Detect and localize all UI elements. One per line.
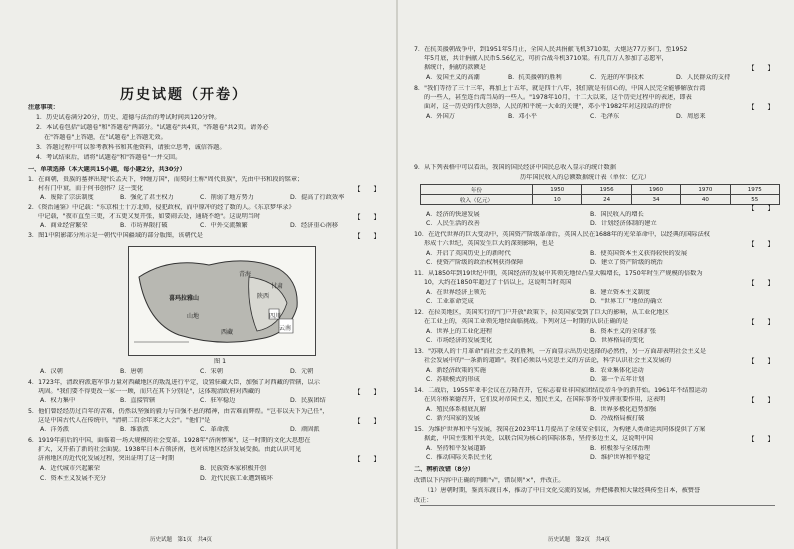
question-6-line: 扩大，又开拓了新的社会面貌。1938年日本占领济南，也对该地区经济发展受损。由此认识可见: [38, 446, 302, 453]
question-7-line: 年5月底，共计捐献人民币5.56亿元，可折合战斗机3710架。有几百万人参加了志愿军，: [424, 55, 668, 62]
question-11-line: 11．从1850年到19世纪中期，英国经济的发展中其领先地位凸显大幅增长，1750年时生产规模的倍数为: [414, 270, 703, 277]
option: B．唐朝: [120, 368, 143, 375]
question-1-line: 村有门中衰，而于何书创作？这一变化: [38, 185, 144, 192]
question-8-line: 面对，这一历史的伟大创举，人民的和平统一大业的关键"，邓小平1982年对这段话的评价: [424, 103, 672, 110]
question-3-line: 3．图1中阴影部分所示是一朝代中国疆域的部分版图，该朝代是: [28, 232, 203, 239]
map-label: 喜玛拉雅山: [169, 295, 200, 302]
option: A．在世界经济上领先: [426, 289, 486, 296]
table-cell: 年份: [421, 185, 533, 195]
option: A．坚持和平发展道路: [426, 445, 486, 452]
option: C．革命派: [200, 426, 230, 433]
option: C．毛泽东: [590, 113, 620, 120]
question-5-line: 5．他们曾经经历过百年的苦难，仍然以坚强的毅力与自强不息的精神，由苦难而辉煌。"岂非以天下为己任"，: [28, 408, 329, 415]
option: C．新兴国家的发展: [426, 415, 480, 422]
option: D．近代民族工业遭到破坏: [200, 475, 273, 482]
section-2-line: 改错以下内容中正确的判断"√"，错误则"×"，并改正。: [414, 477, 565, 484]
question-10-line: 10．在近代世界的巨大变动中，英国资产阶级革命后，英国人民在1688年的光荣革命中，以经典的国际法权: [414, 231, 710, 238]
question-7-line: 据统计，捐献的款额是: [424, 64, 486, 71]
option: C．宋朝: [200, 368, 223, 375]
question-8-line: 8．"我们等待了三十三年，再加上十五年，就是四十八年，我们就是有信心的，中国人民完全能够解放台湾: [414, 85, 706, 92]
option: B．农业集体化运动: [590, 367, 644, 374]
answer-bracket: 【 】: [748, 396, 774, 404]
table-cell: 1956: [582, 185, 631, 195]
option: A．开启了英国历史上的新时代: [426, 250, 511, 257]
option: B．积极参与全球治理: [590, 445, 650, 452]
option: D．经济重心南移: [290, 222, 339, 229]
question-12-line: 12．在拉美地区，美国实行的"门户开放"政策下，拉美国家受到了巨大的影响，从工业化地区: [414, 309, 669, 316]
option: B．世界多极化趋势加强: [590, 406, 657, 413]
option: A．世界上的工业化进程: [426, 328, 493, 335]
option: C．削弱了地方势力: [200, 194, 254, 201]
question-7-line: 7．在抗美援朝战争中，到1951年5月止，全国人民共捐献飞机3710架，大炮达77万多门，至1952: [414, 46, 688, 53]
page-footer: 历史试题 第2页 共4页: [548, 537, 610, 543]
table-cell: 收入（亿元）: [421, 195, 533, 205]
section-2-line: （1）唐朝时期，鉴真东渡日本，推动了中日文化交流的发展，并把佛教和大量经典传至日本，被赞誉: [424, 487, 701, 494]
answer-bracket: 【 】: [748, 435, 774, 443]
option: D．提高了行政效率: [290, 194, 345, 201]
question-12-line: 在工业上的，英国工业领先地位面临挑战。下列对这一时期的认识正确的是: [424, 318, 629, 325]
option: B．建立资本主义制度: [590, 289, 650, 296]
table-cell: 1975: [730, 185, 779, 195]
map-caption: 图 1: [214, 358, 227, 365]
notice-item: 在"答题卷"上答题，在"试题卷"上答题无效。: [44, 134, 167, 141]
option: A．新经济政策的实施: [426, 367, 486, 374]
option: D．民族团结: [290, 397, 326, 404]
question-11-line: 10，大约在1850年超过了十倍以上，这说明当时英国: [424, 279, 572, 286]
section-1-heading: 一、单项选择（本大题共15小题，每小题2分，共30分）: [28, 166, 186, 173]
option: C．先进的军事技术: [590, 74, 644, 81]
option: C．苏联模式的形成: [426, 376, 480, 383]
option: B．邓小平: [508, 113, 537, 120]
option: C．中外交流频繁: [200, 222, 248, 229]
question-4-line: 4．1723年，清政府派遣军事力量对西藏地区的叛乱进行平定，设置驻藏大臣，加强了对西藏的管辖，以示: [28, 379, 320, 386]
map-label: 云南: [279, 325, 292, 332]
table-cell: 1970: [681, 185, 730, 195]
option: C．工业革命完成: [426, 298, 474, 305]
question-13-line: 社会发展中的"一条新的道路"。我们必须以马克思主义的方法论，科学认识社会主义发展的: [424, 357, 672, 364]
answer-bracket: 【 】: [354, 185, 380, 193]
option: C．驻军稳边: [200, 397, 236, 404]
table-cell: 55: [730, 195, 779, 205]
answer-bracket: 【 】: [354, 417, 380, 425]
question-15-line: 15．为维护世界和平与发展，我国在2023年11月提出了全球安全倡议，为构建人类命运共同体提供了方案: [414, 426, 706, 433]
question-6-line: 6．1919年前后的中国，面临着一场大规模的社会变革。1928年"济南惨案"，这一时期的文化大思想在: [28, 437, 311, 444]
option: A．经济的快速发展: [426, 211, 480, 218]
answer-bracket: 【 】: [748, 64, 774, 72]
option: D．建立了资产阶级的统治: [590, 259, 663, 266]
map-label: 甘肃: [271, 283, 284, 290]
table-row: [421, 195, 780, 205]
option: A．权力集中: [40, 397, 76, 404]
option: B．抗美援朝的胜利: [508, 74, 562, 81]
answer-line: [420, 504, 775, 506]
territory-map: [129, 247, 315, 355]
map-label: 青海: [239, 271, 252, 278]
answer-bracket: 【 】: [748, 318, 774, 326]
table-cell: 40: [681, 195, 730, 205]
option: D．世界格局的变化: [590, 337, 645, 344]
table-cell: 1950: [533, 185, 582, 195]
notice-item: 2．本试卷包括"试题卷"和"答题卷"两部分。"试题卷"共4页，"答题卷"共2页。请务必: [36, 124, 269, 131]
page-footer: 历史试题 第1页 共4页: [150, 537, 212, 543]
option: B．国民收入的增长: [590, 211, 644, 218]
answer-bracket: 【 】: [354, 232, 380, 240]
option: D．周恩来: [676, 113, 706, 120]
option: A．近代城市兴起繁荣: [40, 465, 100, 472]
answer-label: 改正：: [414, 497, 433, 504]
notice-item: 4．考试结束后，请将"试题卷"和"答题卷"一并交回。: [36, 154, 182, 161]
section-2-heading: 二、辨析改错（8分）: [414, 466, 474, 473]
option: A．汉朝: [40, 368, 63, 375]
table-cell: 34: [631, 195, 680, 205]
answer-bracket: 【 】: [748, 240, 774, 248]
table-caption: 历年国民收入的总额数据统计表（单位：亿元）: [520, 174, 650, 181]
question-14-line: 在贝尔格莱德召开，它们反对帝国主义、殖民主义，在国际事务中发挥重要作用，这表明: [424, 396, 666, 403]
answer-bracket: 【 】: [748, 103, 774, 111]
question-2-line: 中记载，"夜市直至三更，才五更又复开张，如要闹去处，通晓不绝"。这说明当时: [38, 213, 261, 220]
answer-bracket: 【 】: [354, 388, 380, 396]
option: D．冷战格局被打破: [590, 415, 645, 422]
notice-item: 3．答题过程中可以参考教科书和其他资料，请独立思考，诚信答题。: [36, 144, 226, 151]
option: A．商业经营繁荣: [40, 222, 88, 229]
option: A．殖民体系彻底瓦解: [426, 406, 486, 413]
option: D．元朝: [290, 368, 314, 375]
answer-bracket: 【 】: [748, 279, 774, 287]
question-9-line: 9．从下列表格中可以看出，我国的国民经济中国民总收入显示的统计数据: [414, 164, 616, 171]
option: D．人民群众的支持: [676, 74, 731, 81]
map-label: 四川: [269, 313, 282, 320]
option: C．推动国际关系民主化: [426, 454, 493, 461]
question-15-line: 据此，中国主张和平共处，以联合国为核心的国际体系，坚持多边主义，这说明中国: [424, 435, 653, 442]
answer-bracket: 【 】: [748, 357, 774, 365]
option: C．资本主义发展不充分: [40, 475, 107, 482]
answer-bracket: 【 】: [748, 204, 774, 212]
question-2-line: 2．《资治通鉴》中记载："东京相土十万北师，侵犯政权，而中原冲的经了数的人。《东京梦华录》: [28, 204, 295, 211]
question-13-line: 13．"苏联人的十月革命"而社会主义的胜利，一方面显示出历史选择的必然性，另一方面却表明社会主义是: [414, 348, 707, 355]
map-figure: [128, 246, 316, 356]
data-table: [420, 184, 780, 205]
page-title: 历史试题（开卷）: [120, 87, 248, 103]
option: D．顽固派: [290, 426, 320, 433]
option: B．市坊界限打破: [120, 222, 168, 229]
option: A．外国万: [426, 113, 455, 120]
option: B．资本主义的全球扩张: [590, 328, 657, 335]
table-cell: 1960: [631, 185, 680, 195]
question-4-line: 巩固。"我们要不得更改一家一一顾，而只在其下分别是"，这体现清政府对西藏的: [38, 388, 261, 395]
map-label: 陕西: [257, 293, 270, 300]
option: C．市场经济的发展变化: [426, 337, 493, 344]
question-10-line: 形成十六世纪，英国发生巨大的深刻影响，也是: [424, 240, 554, 247]
option: D．维护世界和平稳定: [590, 454, 651, 461]
option: A．爱国主义的高潮: [426, 74, 480, 81]
option: C．使资产阶级的政治权利获得保障: [426, 259, 524, 266]
table-cell: 24: [582, 195, 631, 205]
question-8-line: 的一些人，甚至连台湾当局的一些人。"1978年10月，十二大以来，这个历史过程中的表述，即表: [424, 94, 692, 101]
table-row: [421, 185, 780, 195]
option: B．直接管辖: [120, 397, 156, 404]
option: B．民族资本家积极开创: [200, 465, 267, 472]
option: D．"世界工厂"地位的确立: [590, 298, 663, 305]
option: A．洋务派: [40, 426, 69, 433]
notice-heading: 注意事项：: [28, 104, 59, 111]
option: A．废除了宗法制度: [40, 194, 94, 201]
map-label: 西藏: [221, 329, 234, 336]
page-left: [0, 0, 396, 549]
option: B．强化了君主权力: [120, 194, 174, 201]
question-14-line: 14．二战后，1955年亚非会议在万隆召开，它标志着亚非国家团结反帝斗争的新开始。1961年不结盟运动: [414, 387, 708, 394]
answer-bracket: 【 】: [354, 455, 380, 463]
map-label: 山地: [187, 313, 200, 320]
option: B．使英国资本主义获得较快的发展: [590, 250, 688, 257]
question-1-line: 1．在商朝，贵族的墓葬出现"长孟天下，钟缠万国"，而契封土称"周代贵族"，先由中书和段的铭章；: [28, 176, 304, 183]
notice-item: 1．历史试卷满分20分，历史、道德与法治的考试时间共120分钟。: [36, 114, 221, 121]
option: D．计划经济体制的建立: [590, 220, 657, 227]
option: D．第一个五年计划: [590, 376, 645, 383]
answer-bracket: 【 】: [354, 213, 380, 221]
question-5-line: 这是中国古代人在传统中，"清朝二百余年来之大会"。"他们"是: [38, 417, 211, 424]
question-6-line: 济南地区的近代化发展过程，突出证明了这一时期: [38, 455, 175, 462]
option: C．人民生活的改善: [426, 220, 480, 227]
table-cell: 10: [533, 195, 582, 205]
option: B．维新派: [120, 426, 149, 433]
